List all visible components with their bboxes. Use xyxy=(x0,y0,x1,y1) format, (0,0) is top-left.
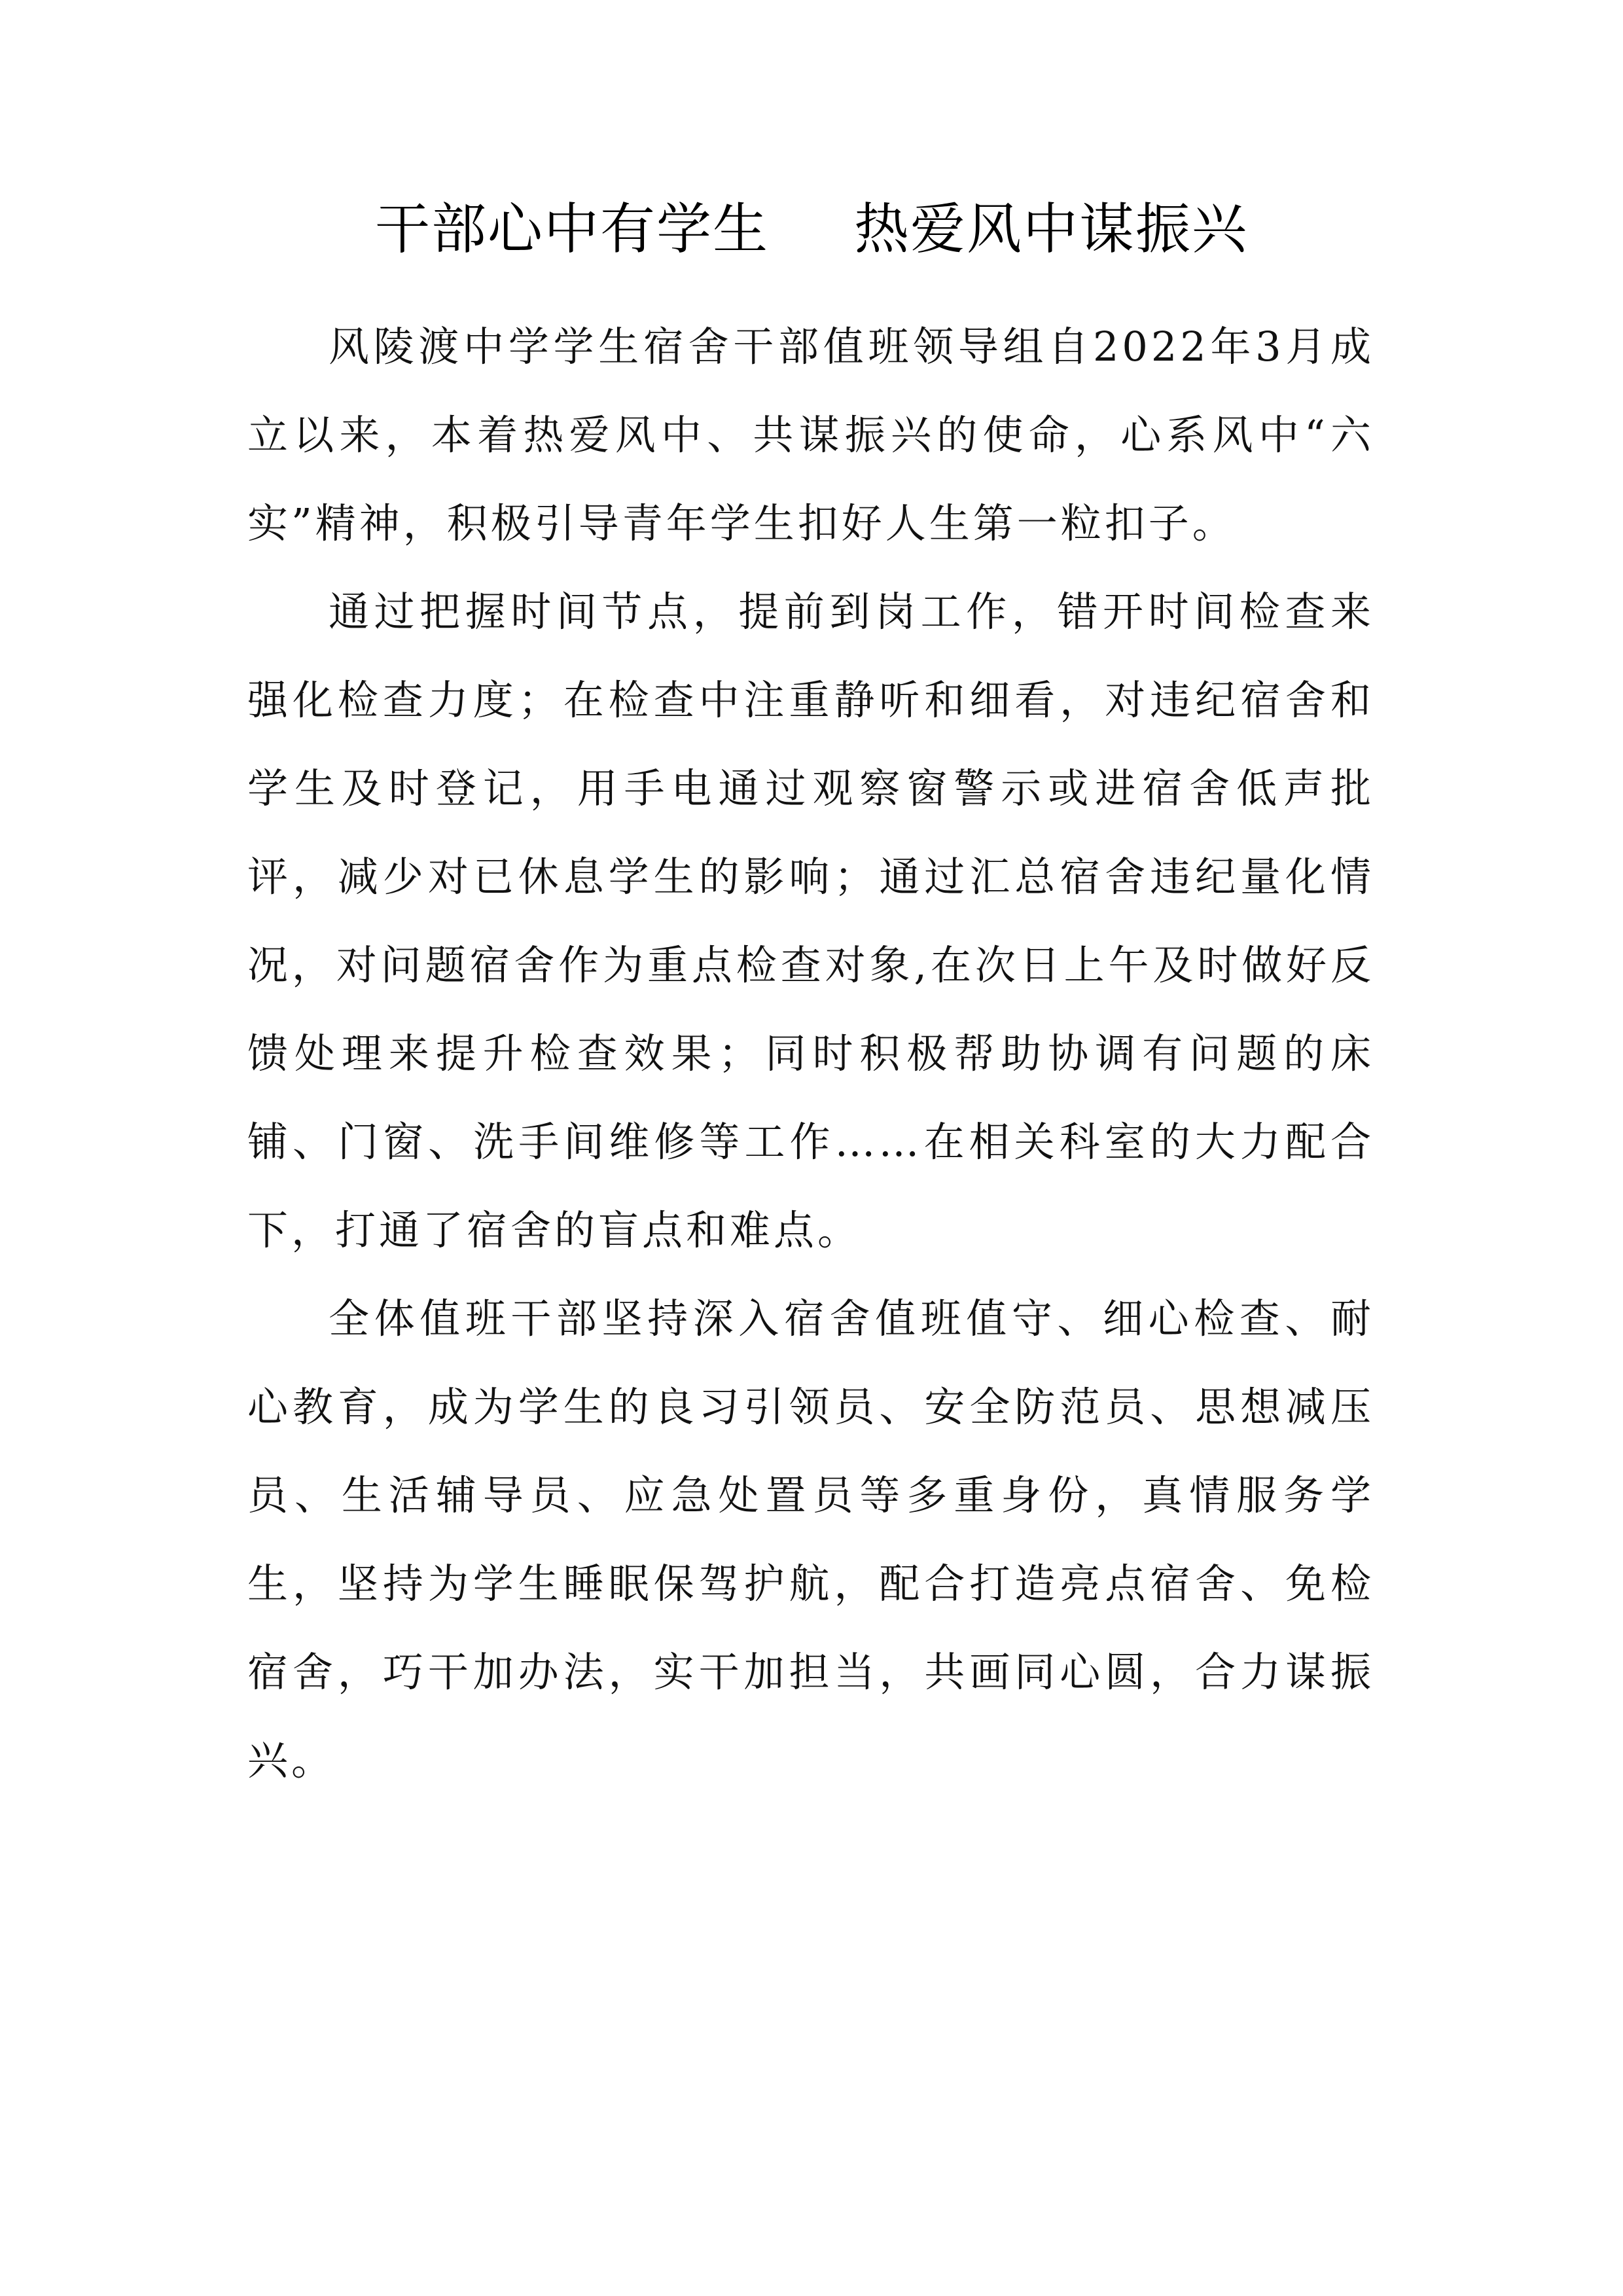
paragraph-3: 全体值班干部坚持深入宿舍值班值守、细心检查、耐心教育，成为学生的良习引领员、安全防范员、思想减压员、生活辅导员、应急处置员等多重身份，真情服务学生，坚持为学生睡眠保驾护航，配合打造亮点宿舍、免检宿舍，巧干加办法，实干加担当，共画同心圆，合力谋振兴。 xyxy=(247,1295,1374,1784)
document-title xyxy=(249,190,1374,268)
title-part-1: 干部心中有学生 xyxy=(374,197,769,261)
document-body xyxy=(247,302,1374,1804)
paragraph-2: 通过把握时间节点，提前到岗工作，错开时间检查来强化检查力度；在检查中注重静听和细看，对违纪宿舍和学生及时登记，用手电通过观察窗警示或进宿舍低声批评，减少对已休息学生的影响；通过汇总宿舍违纪量化情况，对问题宿舍作为重点检查对象,在次日上午及时做好反馈处理来提升检查效果；同时积极帮助协调有问题的床铺、门窗、洗手间维修等工作……在相关科室的大力配合下，打通了宿舍的盲点和难点。 xyxy=(247,588,1374,1254)
title-part-2: 热爱风中谋振兴 xyxy=(854,197,1249,261)
paragraph-1: 风陵渡中学学生宿舍干部值班领导组自2022年3月成立以来，本着热爱风中、共谋振兴的使命，心系风中“六实”精神，积极引导青年学生扣好人生第一粒扣子。 xyxy=(247,323,1374,547)
